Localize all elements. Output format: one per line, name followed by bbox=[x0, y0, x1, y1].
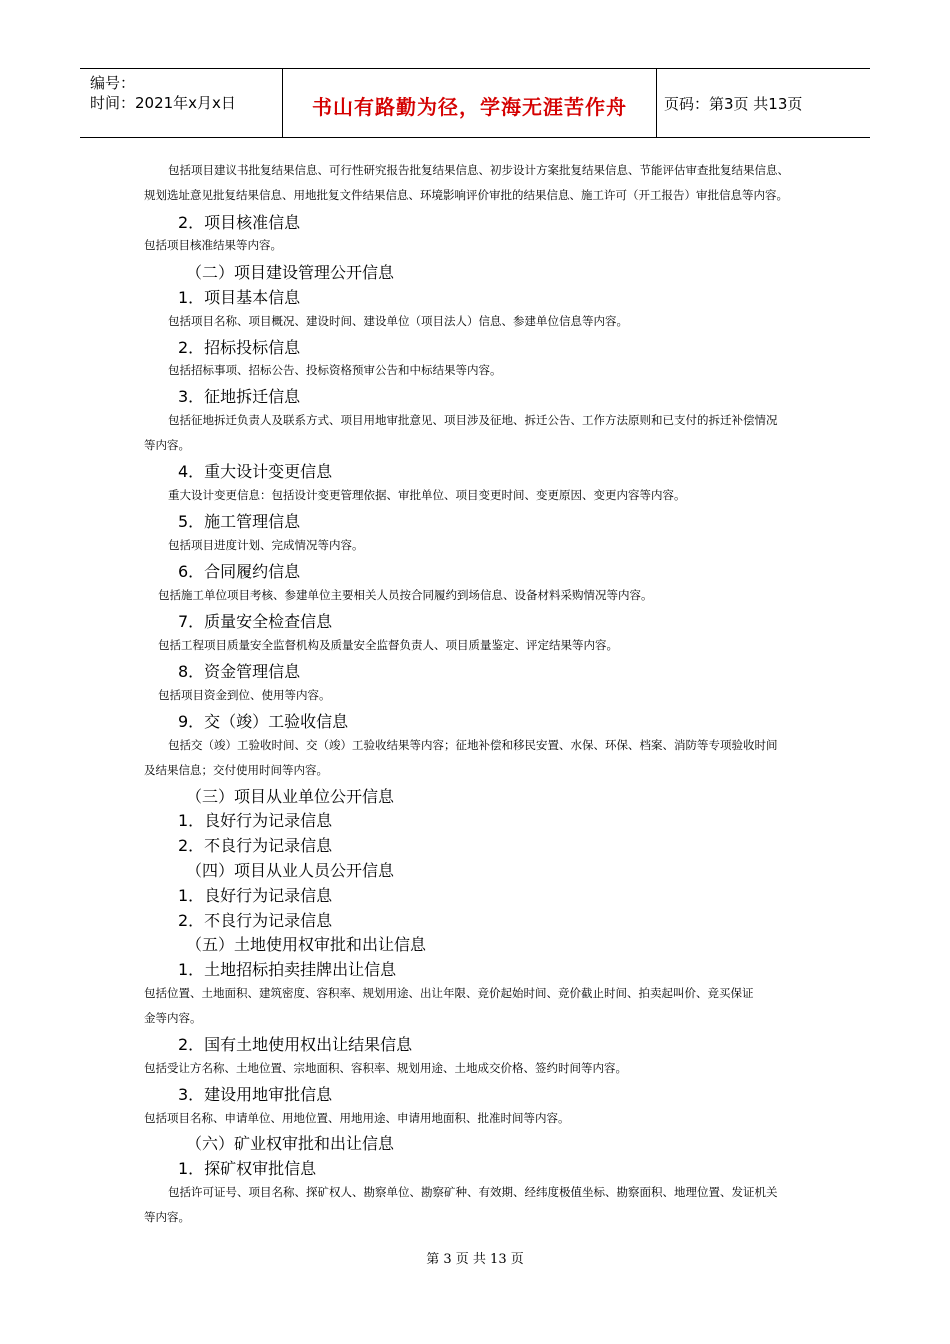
body-text: 包括受让方名称、土地位置、宗地面积、容积率、规划用途、土地成交价格、签约时间等内容。 bbox=[144, 1061, 627, 1075]
body-text: 包括项目建议书批复结果信息、可行性研究报告批复结果信息、初步设计方案批复结果信息、节能评估审查批复结果信息、 bbox=[168, 163, 789, 177]
item-heading: 1．土地招标拍卖挂牌出让信息 bbox=[178, 960, 397, 979]
body-text: 及结果信息；交付使用时间等内容。 bbox=[144, 763, 328, 777]
page-footer: 第 3 页 共 13 页 bbox=[426, 1252, 524, 1267]
item-heading: 2．不良行为记录信息 bbox=[178, 911, 333, 930]
number-label: 编号： bbox=[90, 74, 136, 92]
header-page-info: 页码：第3页 共13页 bbox=[664, 95, 803, 113]
body-text: 包括许可证号、项目名称、探矿权人、勘察单位、勘察矿种、有效期、经纬度极值坐标、勘察面积、地理位置、发证机关 bbox=[168, 1185, 778, 1199]
item-heading: 7．质量安全检查信息 bbox=[178, 612, 333, 631]
header-meta bbox=[90, 73, 236, 113]
item-heading: 2．不良行为记录信息 bbox=[178, 836, 333, 855]
item-heading: 6．合同履约信息 bbox=[178, 562, 301, 581]
section-heading: （五）土地使用权审批和出让信息 bbox=[186, 935, 427, 954]
body-text: 包括施工单位项目考核、参建单位主要相关人员按合同履约到场信息、设备材料采购情况等内容。 bbox=[158, 588, 653, 602]
body-text: 包括位置、土地面积、建筑密度、容积率、规划用途、出让年限、竞价起始时间、竞价截止时间、拍卖起叫价、竞买保证 bbox=[144, 986, 754, 1000]
item-heading: 9．交（竣）工验收信息 bbox=[178, 712, 349, 731]
section-heading: （六）矿业权审批和出让信息 bbox=[186, 1134, 395, 1153]
body-text: 包括交（竣）工验收时间、交（竣）工验收结果等内容；征地补偿和移民安置、水保、环保、档案、消防等专项验收时间 bbox=[168, 738, 778, 752]
body-text: 包括项目名称、申请单位、用地位置、用地用途、申请用地面积、批准时间等内容。 bbox=[144, 1111, 570, 1125]
body-text: 包括招标事项、招标公告、投标资格预审公告和中标结果等内容。 bbox=[168, 363, 502, 377]
item-heading: 1．良好行为记录信息 bbox=[178, 811, 333, 830]
section-heading: （四）项目从业人员公开信息 bbox=[186, 861, 395, 880]
item-heading: 3．征地拆迁信息 bbox=[178, 387, 301, 406]
body-text: 包括项目资金到位、使用等内容。 bbox=[158, 688, 331, 702]
body-text: 包括项目名称、项目概况、建设时间、建设单位（项目法人）信息、参建单位信息等内容。 bbox=[168, 314, 628, 328]
item-heading: 8．资金管理信息 bbox=[178, 662, 301, 681]
date-label: 时间：2021年x月x日 bbox=[90, 94, 236, 112]
item-heading: 2．国有土地使用权出让结果信息 bbox=[178, 1035, 413, 1054]
body-text: 金等内容。 bbox=[144, 1011, 202, 1025]
body-text: 等内容。 bbox=[144, 1210, 190, 1224]
item-heading: 1．良好行为记录信息 bbox=[178, 886, 333, 905]
item-heading: 2．招标投标信息 bbox=[178, 338, 301, 357]
body-text: 包括项目进度计划、完成情况等内容。 bbox=[168, 538, 364, 552]
item-heading: 1．项目基本信息 bbox=[178, 288, 301, 307]
item-heading: 3．建设用地审批信息 bbox=[178, 1085, 333, 1104]
body-text: 包括工程项目质量安全监督机构及质量安全监督负责人、项目质量鉴定、评定结果等内容。 bbox=[158, 638, 618, 652]
body-text: 重大设计变更信息：包括设计变更管理依据、审批单位、项目变更时间、变更原因、变更内容等内容。 bbox=[168, 488, 686, 502]
page-header bbox=[80, 68, 870, 138]
header-divider bbox=[656, 69, 657, 137]
item-heading: 1．探矿权审批信息 bbox=[178, 1159, 317, 1178]
body-text: 包括征地拆迁负责人及联系方式、项目用地审批意见、项目涉及征地、拆迁公告、工作方法原则和已支付的拆迁补偿情况 bbox=[168, 413, 778, 427]
body-text: 规划选址意见批复结果信息、用地批复文件结果信息、环境影响评价审批的结果信息、施工许可（开工报告）审批信息等内容。 bbox=[144, 188, 788, 202]
item-heading: 5．施工管理信息 bbox=[178, 512, 301, 531]
item-heading: 4．重大设计变更信息 bbox=[178, 462, 333, 481]
section-heading: （三）项目从业单位公开信息 bbox=[186, 787, 395, 806]
section-heading: （二）项目建设管理公开信息 bbox=[186, 263, 395, 282]
item-heading: 2．项目核准信息 bbox=[178, 213, 301, 232]
header-motto: 书山有路勤为径，学海无涯苦作舟 bbox=[312, 95, 627, 119]
body-text: 等内容。 bbox=[144, 438, 190, 452]
body-text: 包括项目核准结果等内容。 bbox=[144, 238, 282, 252]
